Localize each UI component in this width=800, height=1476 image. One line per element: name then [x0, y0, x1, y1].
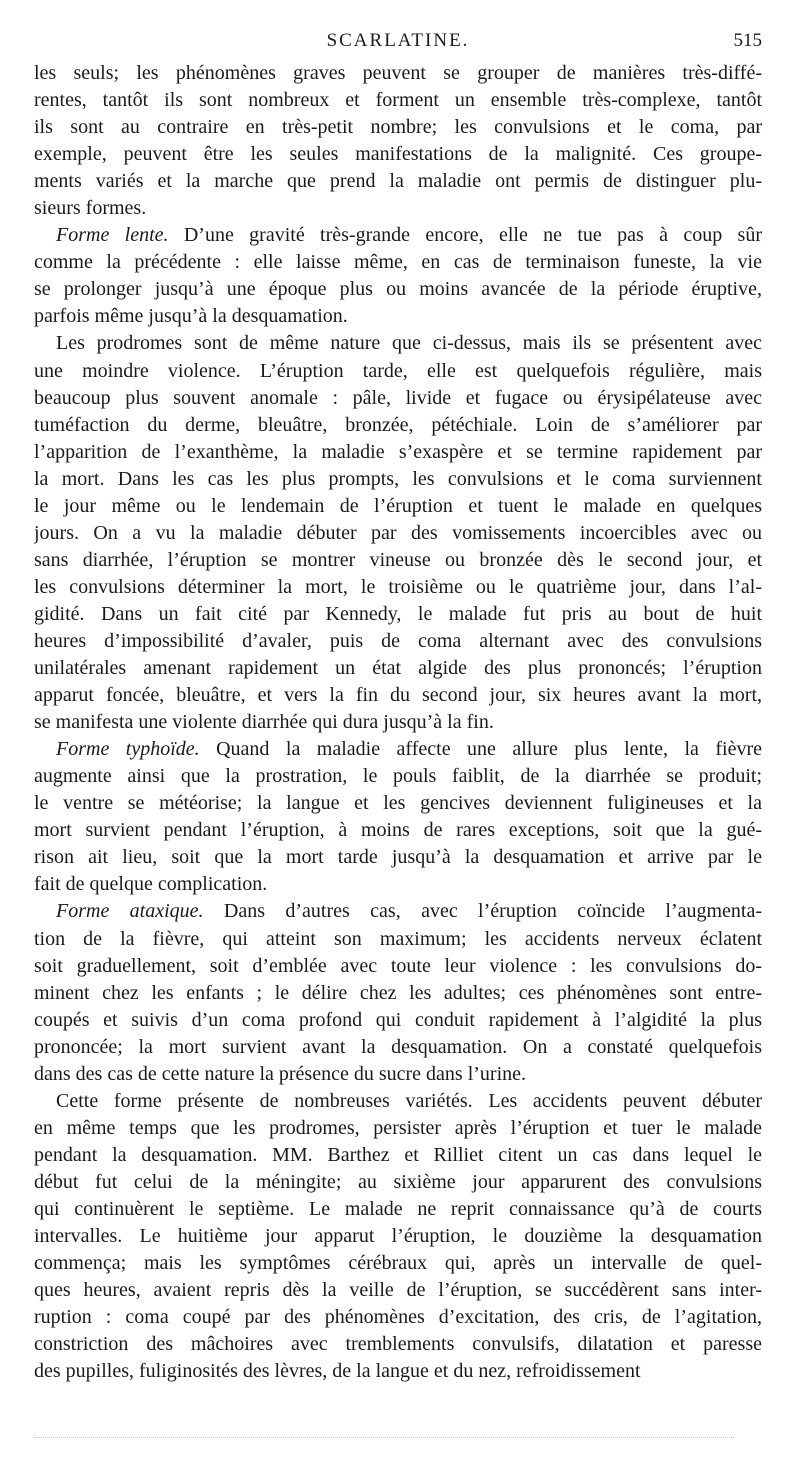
line-text: les convulsions déterminer la mort, le troisième ou le quatrième jour, dans l’al-	[34, 575, 762, 598]
line-text: ils sont au contraire en très-petit nombre; les convulsions et le coma, par	[34, 116, 762, 139]
text-line	[34, 303, 762, 330]
line-text: beaucoup plus souvent anomale : pâle, livide et fugace ou érysipélateuse avec	[34, 386, 762, 409]
paragraph	[34, 736, 762, 898]
line-text: unilatérales amenant rapidement un état algide des plus prononcés; l’éruption	[34, 657, 762, 680]
text-line	[34, 817, 762, 844]
text-line	[34, 682, 762, 709]
text-line	[34, 358, 762, 385]
line-text: coupés et suivis d’un coma profond qui conduit rapidement à l’algidité la plus	[34, 1008, 762, 1031]
text-line	[34, 1277, 762, 1304]
text-line	[34, 439, 762, 466]
line-text: le ventre se météorise; la langue et les gencives deviennent fuligineuses et la	[34, 792, 762, 815]
text-line	[34, 1061, 762, 1088]
line-text: l’apparition de l’exanthème, la maladie s’exaspère et se termine rapidement par	[34, 440, 762, 463]
line-text: ques heures, avaient repris dès la veille de l’éruption, se succédèrent sans inter-	[34, 1279, 762, 1302]
line-text: mort survient pendant l’éruption, à moins de rares exceptions, soit que la gué-	[34, 819, 762, 842]
line-text: une moindre violence. L’éruption tarde, elle est quelquefois régulière, mais	[34, 359, 762, 382]
text-line	[34, 790, 762, 817]
text-line	[34, 1115, 762, 1142]
line-text: augmente ainsi que la prostration, le pouls faiblit, de la diarrhée se produit;	[34, 765, 762, 788]
line-text: Cette forme présente de nombreuses variétés. Les accidents peuvent débuter	[56, 1089, 762, 1112]
paragraph	[34, 330, 762, 736]
line-text: jours. On a vu la maladie débuter par des vomissements incoercibles avec ou	[34, 521, 762, 544]
text-line	[34, 953, 762, 980]
text-line	[34, 1169, 762, 1196]
line-text: Dans d’autres cas, avec l’éruption coïncide l’augmenta-	[203, 900, 762, 923]
text-line	[34, 763, 762, 790]
text-line	[34, 709, 762, 736]
text-line	[34, 574, 762, 601]
paragraph	[34, 60, 762, 222]
text-line	[34, 736, 762, 763]
text-line	[34, 493, 762, 520]
line-text: qui continuèrent le septième. Le malade ne reprit connaissance qu’à de courts	[34, 1197, 762, 1220]
line-text: minent chez les enfants ; le délire chez les adultes; ces phénomènes sont entre-	[34, 981, 762, 1004]
text-line	[34, 601, 762, 628]
text-line	[34, 547, 762, 574]
line-text: sieurs formes.	[34, 197, 147, 220]
text-line	[34, 222, 762, 249]
line-text: ments variés et la marche que prend la maladie ont permis de distinguer plu-	[34, 170, 762, 193]
text-line	[34, 1088, 762, 1115]
line-text: ruption : coma coupé par des phénomènes d’excitation, des cris, de l’agitation,	[34, 1306, 762, 1329]
line-text: Quand la maladie affecte une allure plus lente, la fièvre	[199, 738, 762, 761]
line-text: prononcée; la mort survient avant la desquamation. On a constaté quelquefois	[34, 1035, 762, 1058]
line-text: rison ait lieu, soit que la mort tarde jusqu’à la desquamation et arrive par le	[34, 846, 762, 869]
text-line	[34, 871, 762, 898]
body-text	[34, 60, 762, 1385]
paragraph	[34, 1088, 762, 1386]
text-line	[34, 1331, 762, 1358]
text-line	[34, 1034, 762, 1061]
line-text: gidité. Dans un fait cité par Kennedy, le malade fut pris au bout de huit	[34, 602, 762, 625]
text-line	[34, 276, 762, 303]
text-line	[34, 466, 762, 493]
section-heading: Forme typhoïde.	[56, 738, 200, 761]
line-text: commença; mais les symptômes cérébraux qui, après un intervalle de quel-	[34, 1252, 762, 1275]
line-text: exemple, peuvent être les seules manifestations de la malignité. Ces groupe-	[34, 143, 762, 166]
paragraph	[34, 222, 762, 330]
line-text: dans des cas de cette nature la présence du sucre dans l’urine.	[34, 1062, 527, 1085]
print-artifact-line	[34, 1437, 734, 1442]
text-line	[34, 1250, 762, 1277]
text-line	[34, 844, 762, 871]
text-line	[34, 926, 762, 953]
line-text: D’une gravité très-grande encore, elle ne tue pas à coup sûr	[168, 224, 762, 247]
line-text: intervalles. Le huitième jour apparut l’éruption, le douzième la desquamation	[34, 1225, 762, 1248]
line-text: comme la précédente : elle laisse même, en cas de terminaison funeste, la vie	[34, 251, 762, 274]
running-title: SCARLATINE.	[326, 30, 470, 51]
text-line	[34, 60, 762, 87]
text-line	[34, 249, 762, 276]
line-text: pendant la desquamation. MM. Barthez et Rilliet citent un cas dans lequel le	[34, 1143, 762, 1166]
text-line	[34, 1142, 762, 1169]
text-line	[34, 168, 762, 195]
text-line	[34, 87, 762, 114]
text-line	[34, 330, 762, 357]
line-text: sans diarrhée, l’éruption se montrer vineuse ou bronzée dès le second jour, et	[34, 548, 762, 571]
line-text: le jour même ou le lendemain de l’éruption et tuent le malade en quelques	[34, 494, 762, 517]
section-heading: Forme ataxique.	[56, 900, 204, 923]
text-line	[34, 1304, 762, 1331]
line-text: fait de quelque complication.	[34, 873, 268, 896]
line-text: rentes, tantôt ils sont nombreux et forment un ensemble très-complexe, tantôt	[34, 89, 762, 112]
line-text: heures d’impossibilité d’avaler, puis de coma alternant avec des convulsions	[34, 629, 762, 652]
line-text: soit graduellement, soit d’emblée avec toute leur violence : les convulsions do-	[34, 954, 762, 977]
page-number: 515	[733, 30, 762, 51]
text-line	[34, 1196, 762, 1223]
text-line	[34, 195, 762, 222]
line-text: Les prodromes sont de même nature que ci-dessus, mais ils se présentent avec	[56, 332, 762, 355]
line-text: parfois même jusqu’à la desquamation.	[34, 305, 348, 328]
text-line	[34, 114, 762, 141]
section-heading: Forme lente.	[56, 224, 169, 247]
line-text: apparut foncée, bleuâtre, et vers la fin du second jour, six heures avant la mort,	[34, 684, 762, 707]
line-text: tuméfaction du derme, bleuâtre, bronzée, pétéchiale. Loin de s’améliorer par	[34, 413, 762, 436]
text-line	[34, 898, 762, 925]
line-text: la mort. Dans les cas les plus prompts, les convulsions et le coma surviennent	[34, 467, 762, 490]
text-line	[34, 385, 762, 412]
line-text: début fut celui de la méningite; au sixième jour apparurent des convulsions	[34, 1170, 762, 1193]
line-text: se manifesta une violente diarrhée qui dura jusqu’à la fin.	[34, 711, 494, 734]
line-text: constriction des mâchoires avec tremblements convulsifs, dilatation et paresse	[34, 1333, 762, 1356]
text-line	[34, 980, 762, 1007]
text-line	[34, 1358, 762, 1385]
text-line	[34, 1007, 762, 1034]
line-text: tion de la fièvre, qui atteint son maximum; les accidents nerveux éclatent	[34, 927, 762, 950]
line-text: se prolonger jusqu’à une époque plus ou moins avancée de la période éruptive,	[34, 278, 762, 301]
line-text: des pupilles, fuliginosités des lèvres, de la langue et du nez, refroidissement	[34, 1360, 641, 1383]
text-line	[34, 628, 762, 655]
text-line	[34, 655, 762, 682]
paragraph	[34, 898, 762, 1087]
line-text: les seuls; les phénomènes graves peuvent se grouper de manières très-diffé-	[34, 62, 762, 84]
text-line	[34, 1223, 762, 1250]
text-line	[34, 141, 762, 168]
line-text: en même temps que les prodromes, persister après l’éruption et tuer le malade	[34, 1116, 762, 1139]
running-head	[34, 28, 762, 54]
text-line	[34, 520, 762, 547]
text-line	[34, 412, 762, 439]
